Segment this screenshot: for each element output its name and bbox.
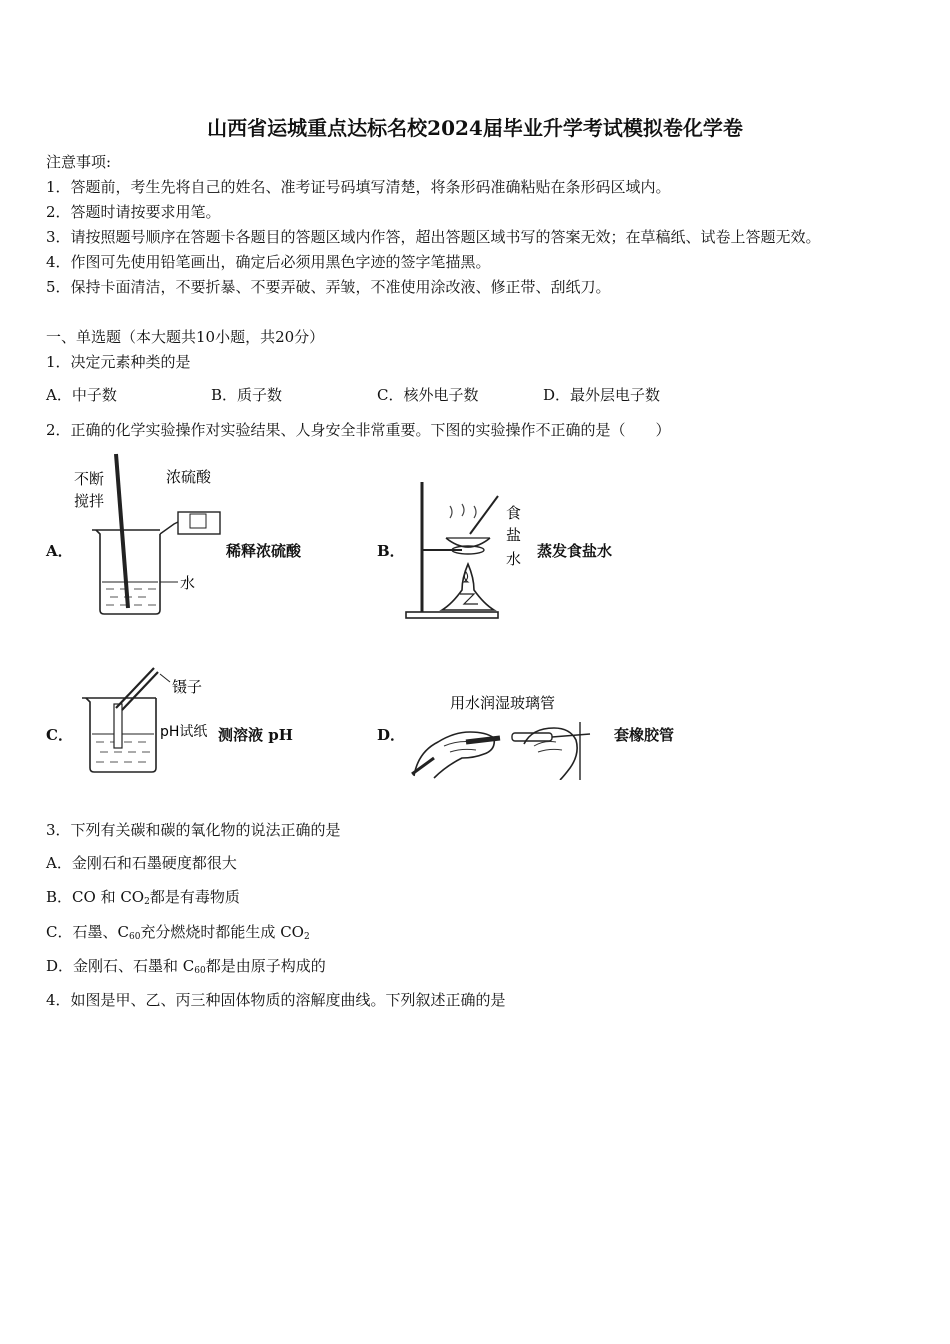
- question-1-option-a: A．中子数: [46, 386, 117, 404]
- notice-heading: 注意事项:: [46, 153, 112, 171]
- figure-label-tweezers: 镊子: [172, 678, 203, 696]
- question-2-option-a-letter: A．: [46, 542, 73, 560]
- figure-label-water: 水: [180, 574, 196, 592]
- question-3-option-c: C．石墨、$C_{60}$充分燃烧时都能生成 $CO_2$: [46, 923, 310, 942]
- figure-label-yan: 盐: [506, 526, 522, 544]
- question-1-stem: 1．决定元素种类的是: [46, 353, 191, 371]
- page-title: 山西省运城重点达标名校2024届毕业升学考试模拟卷化学卷: [207, 116, 743, 140]
- question-1-option-c: C．核外电子数: [377, 386, 479, 404]
- figure-label-wet-glass-tube: 用水润湿玻璃管: [450, 694, 556, 712]
- question-3-option-d: D．金刚石、石墨和 $C_{60}$都是由原子构成的: [46, 957, 326, 976]
- figure-label-shi: 食: [506, 504, 522, 522]
- question-2-option-c-caption: 测溶液 pH: [218, 726, 293, 744]
- question-1-option-d: D．最外层电子数: [543, 386, 661, 404]
- section-heading: 一、单选题（本大题共10小题，共20分）: [46, 328, 325, 346]
- figure-label-keep: 不断: [74, 470, 105, 488]
- dilute-sulfuric-acid-figure: [68, 452, 228, 624]
- notice-item-2: 2．答题时请按要求用笔。: [46, 203, 221, 221]
- evaporate-salt-water-figure: [402, 478, 532, 624]
- question-2-option-d-caption: 套橡胶管: [614, 726, 675, 744]
- figure-label-conc-acid: 浓硫酸: [166, 468, 212, 486]
- question-4-stem: 4．如图是甲、乙、丙三种固体物质的溶解度曲线。下列叙述正确的是: [46, 991, 506, 1009]
- question-2-option-d-letter: D．: [377, 726, 406, 744]
- question-2-option-a-caption: 稀释浓硫酸: [226, 542, 302, 560]
- figure-label-shui: 水: [506, 550, 522, 568]
- question-3-option-b: B．CO 和 $CO_2$都是有毒物质: [46, 888, 240, 907]
- connect-rubber-tube-figure: [404, 688, 604, 780]
- question-3-stem: 3．下列有关碳和碳的氧化物的说法正确的是: [46, 821, 341, 839]
- question-2-option-b-caption: 蒸发食盐水: [537, 542, 613, 560]
- notice-item-5: 5．保持卡面清洁，不要折暴、不要弄破、弄皱，不准使用涂改液、修正带、刮纸刀。: [46, 278, 611, 296]
- question-2-option-b-letter: B．: [377, 542, 405, 560]
- question-1-option-b: B．质子数: [211, 386, 283, 404]
- notice-item-3: 3．请按照题号顺序在答题卡各题目的答题区域内作答，超出答题区域书写的答案无效；在草稿纸、试卷上答题无效。: [46, 228, 821, 246]
- figure-label-ph-paper: pH试纸: [160, 724, 208, 740]
- measure-ph-figure: [76, 664, 221, 776]
- notice-item-4: 4．作图可先使用铅笔画出，确定后必须用黑色字迹的签字笔描黑。: [46, 253, 491, 271]
- notice-item-1: 1．答题前，考生先将自己的姓名、准考证号码填写清楚，将条形码准确粘贴在条形码区域内。: [46, 178, 671, 196]
- question-2-option-c-letter: C．: [46, 726, 73, 744]
- figure-label-stir: 搅拌: [74, 492, 105, 510]
- question-3-option-a: A．金刚石和石墨硬度都很大: [46, 854, 237, 872]
- question-2-stem: 2．正确的化学实验操作对实验结果、人身安全非常重要。下图的实验操作不正确的是（ ）: [46, 421, 671, 439]
